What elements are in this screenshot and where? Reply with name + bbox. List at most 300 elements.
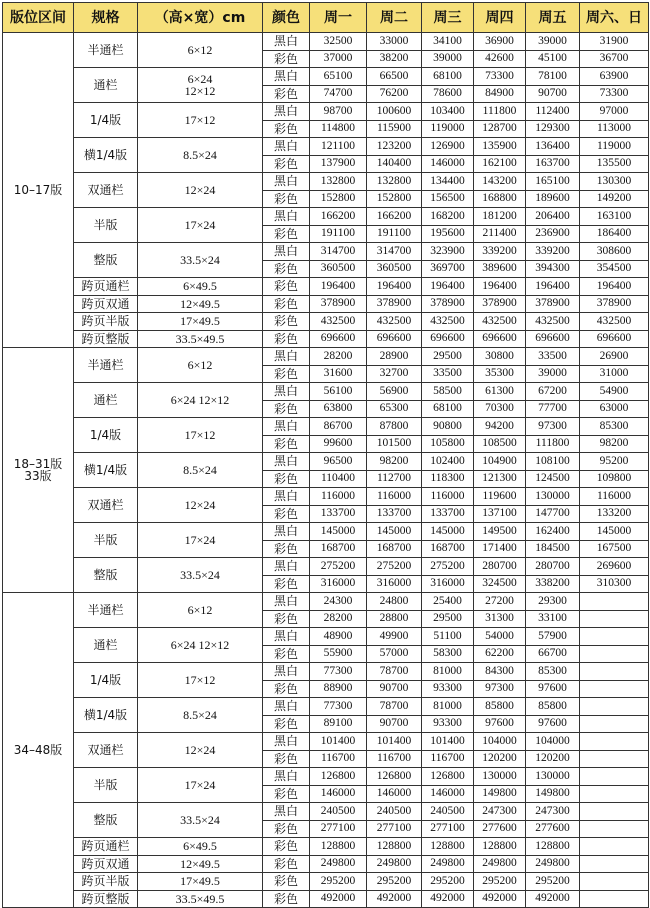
- price-cell: 196400: [580, 278, 649, 296]
- color-type: 彩色: [263, 750, 310, 768]
- spec-size: [138, 348, 263, 383]
- price-cell: 85300: [526, 663, 580, 681]
- price-cell: 162100: [474, 155, 526, 173]
- price-cell: 101500: [367, 435, 422, 453]
- price-cell: 492000: [474, 890, 526, 908]
- price-cell: 104000: [526, 733, 580, 751]
- color-type: 黑白: [263, 68, 310, 86]
- price-row: [3, 890, 649, 908]
- price-cell: 277600: [526, 820, 580, 838]
- price-cell: 378900: [526, 295, 580, 313]
- spec-name: 跨页整版: [74, 330, 138, 348]
- price-cell: 93300: [422, 715, 474, 733]
- price-cell: [580, 873, 649, 891]
- price-cell: [580, 750, 649, 768]
- price-row: [3, 295, 649, 313]
- price-cell: 98700: [310, 103, 367, 121]
- price-cell: 162400: [526, 523, 580, 541]
- price-row: [3, 803, 649, 821]
- price-row: [3, 523, 649, 541]
- price-cell: 112400: [526, 103, 580, 121]
- price-cell: 57000: [367, 645, 422, 663]
- spec-name: 双通栏: [74, 488, 138, 523]
- spec-size: [138, 593, 263, 628]
- price-cell: 133700: [367, 505, 422, 523]
- price-row: [3, 348, 649, 366]
- price-cell: 101400: [422, 733, 474, 751]
- price-cell: 149800: [474, 785, 526, 803]
- color-type: 黑白: [263, 698, 310, 716]
- price-cell: 94200: [474, 418, 526, 436]
- spec-size-line: 6×12: [187, 43, 213, 57]
- spec-name: 横1/4版: [74, 138, 138, 173]
- spec-size: [138, 628, 263, 663]
- color-type: 黑白: [263, 663, 310, 681]
- price-cell: 295200: [367, 873, 422, 891]
- price-cell: 73300: [580, 85, 649, 103]
- price-cell: 77700: [526, 400, 580, 418]
- price-cell: 378900: [474, 295, 526, 313]
- price-cell: 32700: [367, 365, 422, 383]
- price-cell: [580, 715, 649, 733]
- price-cell: 280700: [474, 558, 526, 576]
- price-cell: 113000: [580, 120, 649, 138]
- price-cell: 101400: [367, 733, 422, 751]
- header-cell: 周三: [422, 3, 474, 33]
- price-cell: 116700: [422, 750, 474, 768]
- price-cell: 247300: [526, 803, 580, 821]
- price-cell: 184500: [526, 540, 580, 558]
- price-cell: 130000: [474, 768, 526, 786]
- price-row: [3, 383, 649, 401]
- price-cell: [580, 593, 649, 611]
- price-cell: [580, 663, 649, 681]
- price-cell: 126900: [422, 138, 474, 156]
- price-cell: 100600: [367, 103, 422, 121]
- color-type: 彩色: [263, 260, 310, 278]
- spec-size-line: 6×24 12×12: [170, 393, 230, 407]
- price-cell: 90800: [422, 418, 474, 436]
- header-cell: 周二: [367, 3, 422, 33]
- price-cell: 68100: [422, 68, 474, 86]
- price-cell: 111800: [474, 103, 526, 121]
- price-cell: 324500: [474, 575, 526, 593]
- price-row: [3, 855, 649, 873]
- spec-size: [138, 768, 263, 803]
- price-cell: 240500: [310, 803, 367, 821]
- spec-name: 半版: [74, 768, 138, 803]
- price-cell: 76200: [367, 85, 422, 103]
- price-row: [3, 488, 649, 506]
- price-cell: 111800: [526, 435, 580, 453]
- price-cell: 112700: [367, 470, 422, 488]
- spec-name: 跨页整版: [74, 890, 138, 908]
- price-cell: 102400: [422, 453, 474, 471]
- price-cell: 128800: [367, 838, 422, 856]
- section-label: [3, 33, 74, 348]
- price-cell: 206400: [526, 208, 580, 226]
- spec-name: 半版: [74, 523, 138, 558]
- price-cell: 149500: [474, 523, 526, 541]
- price-row: [3, 733, 649, 751]
- price-cell: 295200: [310, 873, 367, 891]
- price-cell: 81000: [422, 663, 474, 681]
- price-cell: 70300: [474, 400, 526, 418]
- spec-name: 1/4版: [74, 418, 138, 453]
- spec-size: [138, 698, 263, 733]
- price-cell: 168700: [367, 540, 422, 558]
- price-cell: 116000: [367, 488, 422, 506]
- price-row: [3, 768, 649, 786]
- color-type: 黑白: [263, 33, 310, 51]
- section-label-line: 33版: [24, 469, 52, 483]
- price-cell: 78100: [526, 68, 580, 86]
- price-cell: 29500: [422, 348, 474, 366]
- spec-name: 横1/4版: [74, 698, 138, 733]
- spec-name: 半版: [74, 208, 138, 243]
- price-cell: 240500: [422, 803, 474, 821]
- price-row: [3, 698, 649, 716]
- section-label: [3, 348, 74, 593]
- spec-size-line: 12×49.5: [180, 856, 220, 871]
- price-cell: 85800: [474, 698, 526, 716]
- spec-size: [138, 138, 263, 173]
- price-cell: [580, 680, 649, 698]
- color-type: 彩色: [263, 120, 310, 138]
- header-cell: 周六、日: [580, 3, 649, 33]
- header-cell: 规格: [74, 3, 138, 33]
- price-cell: 133700: [310, 505, 367, 523]
- spec-size: [138, 330, 263, 348]
- price-cell: 295200: [422, 873, 474, 891]
- spec-size-line: 17×49.5: [180, 874, 220, 889]
- price-cell: 29500: [422, 610, 474, 628]
- price-cell: 114800: [310, 120, 367, 138]
- spec-size: [138, 295, 263, 313]
- price-cell: 116700: [367, 750, 422, 768]
- price-row: [3, 103, 649, 121]
- price-cell: 77300: [310, 698, 367, 716]
- color-type: 彩色: [263, 470, 310, 488]
- price-cell: 316000: [422, 575, 474, 593]
- spec-name: 通栏: [74, 68, 138, 103]
- price-cell: [580, 733, 649, 751]
- price-cell: 168800: [474, 190, 526, 208]
- color-type: 彩色: [263, 435, 310, 453]
- color-type: 彩色: [263, 575, 310, 593]
- price-cell: 236900: [526, 225, 580, 243]
- price-cell: 314700: [367, 243, 422, 261]
- price-cell: 128800: [310, 838, 367, 856]
- spec-size-line: 12×49.5: [180, 296, 220, 311]
- price-cell: 249800: [526, 855, 580, 873]
- price-cell: 101400: [310, 733, 367, 751]
- spec-name: 跨页半版: [74, 313, 138, 331]
- price-cell: 90700: [367, 715, 422, 733]
- price-cell: 78600: [422, 85, 474, 103]
- price-cell: 32500: [310, 33, 367, 51]
- color-type: 彩色: [263, 190, 310, 208]
- spec-name: 通栏: [74, 628, 138, 663]
- price-cell: 275200: [310, 558, 367, 576]
- price-cell: 84900: [474, 85, 526, 103]
- spec-name: 跨页通栏: [74, 278, 138, 296]
- color-type: 黑白: [263, 103, 310, 121]
- spec-size-line: 17×24: [184, 218, 216, 232]
- price-cell: 165100: [526, 173, 580, 191]
- price-cell: 45100: [526, 50, 580, 68]
- price-row: [3, 173, 649, 191]
- price-cell: 134400: [422, 173, 474, 191]
- price-cell: 696600: [474, 330, 526, 348]
- price-row: [3, 313, 649, 331]
- price-cell: 132800: [310, 173, 367, 191]
- color-type: 黑白: [263, 383, 310, 401]
- spec-size-line: 17×49.5: [180, 314, 220, 329]
- price-cell: 54000: [474, 628, 526, 646]
- price-cell: 128700: [474, 120, 526, 138]
- price-cell: 389600: [474, 260, 526, 278]
- price-cell: 86700: [310, 418, 367, 436]
- spec-size-line: 12×12: [184, 84, 216, 98]
- price-cell: 492000: [310, 890, 367, 908]
- spec-size: [138, 33, 263, 68]
- color-type: 彩色: [263, 715, 310, 733]
- price-cell: 128800: [474, 838, 526, 856]
- price-cell: 249800: [367, 855, 422, 873]
- price-cell: 48900: [310, 628, 367, 646]
- spec-size-line: 33.5×49.5: [175, 891, 225, 906]
- price-row: [3, 453, 649, 471]
- spec-size: [138, 803, 263, 838]
- price-row: [3, 278, 649, 296]
- price-cell: 126800: [367, 768, 422, 786]
- spec-size: [138, 523, 263, 558]
- price-cell: 196400: [474, 278, 526, 296]
- price-row: [3, 138, 649, 156]
- price-cell: 108500: [474, 435, 526, 453]
- spec-size: [138, 890, 263, 908]
- price-cell: 145000: [367, 523, 422, 541]
- price-row: [3, 330, 649, 348]
- price-cell: 128800: [422, 838, 474, 856]
- price-cell: 63000: [580, 400, 649, 418]
- price-cell: 181200: [474, 208, 526, 226]
- color-type: 彩色: [263, 295, 310, 313]
- spec-name: 双通栏: [74, 173, 138, 208]
- price-cell: 354500: [580, 260, 649, 278]
- section-label-line: 18–31版: [13, 457, 63, 471]
- price-cell: 121300: [474, 470, 526, 488]
- price-cell: 295200: [474, 873, 526, 891]
- spec-name: 半通栏: [74, 33, 138, 68]
- spec-size: [138, 243, 263, 278]
- price-cell: 97300: [526, 418, 580, 436]
- price-cell: [580, 628, 649, 646]
- price-row: [3, 208, 649, 226]
- price-cell: 146000: [310, 785, 367, 803]
- price-cell: 66700: [526, 645, 580, 663]
- price-cell: 28900: [367, 348, 422, 366]
- price-cell: 39000: [526, 365, 580, 383]
- price-cell: [580, 820, 649, 838]
- spec-size: [138, 488, 263, 523]
- price-cell: 90700: [526, 85, 580, 103]
- price-cell: 121100: [310, 138, 367, 156]
- spec-size: [138, 838, 263, 856]
- spec-size-line: 17×24: [184, 778, 216, 792]
- price-cell: 51100: [422, 628, 474, 646]
- price-cell: 163700: [526, 155, 580, 173]
- price-cell: 339200: [474, 243, 526, 261]
- price-cell: 137100: [474, 505, 526, 523]
- color-type: 彩色: [263, 505, 310, 523]
- price-cell: [580, 855, 649, 873]
- spec-size: [138, 103, 263, 138]
- price-cell: 308600: [580, 243, 649, 261]
- price-cell: 143200: [474, 173, 526, 191]
- spec-name: 跨页半版: [74, 873, 138, 891]
- price-cell: 360500: [310, 260, 367, 278]
- price-cell: 132800: [367, 173, 422, 191]
- spec-size-line: 17×12: [184, 673, 216, 687]
- color-type: 彩色: [263, 890, 310, 908]
- price-cell: 93300: [422, 680, 474, 698]
- price-cell: 696600: [580, 330, 649, 348]
- spec-size: [138, 558, 263, 593]
- price-cell: 88900: [310, 680, 367, 698]
- spec-size: [138, 208, 263, 243]
- price-cell: 42600: [474, 50, 526, 68]
- price-cell: 277600: [474, 820, 526, 838]
- price-cell: 67200: [526, 383, 580, 401]
- price-cell: 168700: [310, 540, 367, 558]
- price-cell: 54900: [580, 383, 649, 401]
- color-type: 彩色: [263, 155, 310, 173]
- price-cell: 696600: [422, 330, 474, 348]
- color-type: 彩色: [263, 785, 310, 803]
- rate-table-body: [3, 33, 649, 908]
- price-row: [3, 243, 649, 261]
- price-row: [3, 663, 649, 681]
- price-cell: 104900: [474, 453, 526, 471]
- price-cell: 123200: [367, 138, 422, 156]
- color-type: 彩色: [263, 400, 310, 418]
- price-cell: 87800: [367, 418, 422, 436]
- spec-size: [138, 733, 263, 768]
- color-type: 黑白: [263, 243, 310, 261]
- spec-size-line: 8.5×24: [183, 148, 217, 162]
- price-cell: 130000: [526, 488, 580, 506]
- color-type: 彩色: [263, 365, 310, 383]
- price-cell: 277100: [367, 820, 422, 838]
- price-cell: 295200: [526, 873, 580, 891]
- price-cell: 277100: [310, 820, 367, 838]
- spec-size-line: 33.5×24: [180, 813, 220, 827]
- price-cell: 49900: [367, 628, 422, 646]
- price-cell: 249800: [310, 855, 367, 873]
- price-cell: 31000: [580, 365, 649, 383]
- color-type: 黑白: [263, 138, 310, 156]
- price-cell: 152800: [310, 190, 367, 208]
- price-cell: 103400: [422, 103, 474, 121]
- color-type: 彩色: [263, 645, 310, 663]
- price-cell: 34100: [422, 33, 474, 51]
- price-cell: 89100: [310, 715, 367, 733]
- price-cell: 29300: [526, 593, 580, 611]
- price-row: [3, 418, 649, 436]
- price-cell: 128800: [526, 838, 580, 856]
- price-cell: 119600: [474, 488, 526, 506]
- spec-size-line: 17×12: [184, 428, 216, 442]
- spec-size-line: 8.5×24: [183, 708, 217, 722]
- price-cell: 97300: [474, 680, 526, 698]
- price-cell: 110400: [310, 470, 367, 488]
- price-cell: 85800: [526, 698, 580, 716]
- price-cell: 97600: [526, 680, 580, 698]
- spec-size-line: 12×24: [184, 183, 216, 197]
- price-cell: 119000: [580, 138, 649, 156]
- price-cell: 432500: [526, 313, 580, 331]
- price-cell: 146000: [367, 785, 422, 803]
- price-cell: 275200: [367, 558, 422, 576]
- price-cell: 126800: [422, 768, 474, 786]
- price-cell: 33100: [526, 610, 580, 628]
- price-cell: 168700: [422, 540, 474, 558]
- price-cell: 105800: [422, 435, 474, 453]
- price-row: [3, 33, 649, 51]
- price-cell: 36900: [474, 33, 526, 51]
- price-cell: 24300: [310, 593, 367, 611]
- price-cell: 280700: [526, 558, 580, 576]
- spec-size: [138, 663, 263, 698]
- price-cell: 156500: [422, 190, 474, 208]
- price-cell: [580, 803, 649, 821]
- price-cell: 129300: [526, 120, 580, 138]
- spec-size: [138, 278, 263, 296]
- price-cell: 65300: [367, 400, 422, 418]
- color-type: 黑白: [263, 803, 310, 821]
- spec-name: 跨页通栏: [74, 838, 138, 856]
- color-type: 彩色: [263, 330, 310, 348]
- spec-size: [138, 855, 263, 873]
- color-type: 彩色: [263, 855, 310, 873]
- price-row: [3, 68, 649, 86]
- spec-name: 双通栏: [74, 733, 138, 768]
- price-cell: 97600: [474, 715, 526, 733]
- price-cell: 57900: [526, 628, 580, 646]
- price-cell: 136400: [526, 138, 580, 156]
- price-cell: 492000: [422, 890, 474, 908]
- price-cell: [580, 768, 649, 786]
- color-type: 彩色: [263, 540, 310, 558]
- price-cell: 316000: [367, 575, 422, 593]
- color-type: 彩色: [263, 50, 310, 68]
- price-cell: 146000: [422, 155, 474, 173]
- price-cell: 109800: [580, 470, 649, 488]
- price-cell: 95200: [580, 453, 649, 471]
- price-cell: 492000: [526, 890, 580, 908]
- spec-size: [138, 418, 263, 453]
- price-cell: 696600: [310, 330, 367, 348]
- price-cell: 119000: [422, 120, 474, 138]
- price-cell: [580, 838, 649, 856]
- color-type: 黑白: [263, 523, 310, 541]
- price-cell: 37000: [310, 50, 367, 68]
- price-cell: 163100: [580, 208, 649, 226]
- spec-name: 半通栏: [74, 348, 138, 383]
- header-cell: （高×宽）cm: [138, 3, 263, 33]
